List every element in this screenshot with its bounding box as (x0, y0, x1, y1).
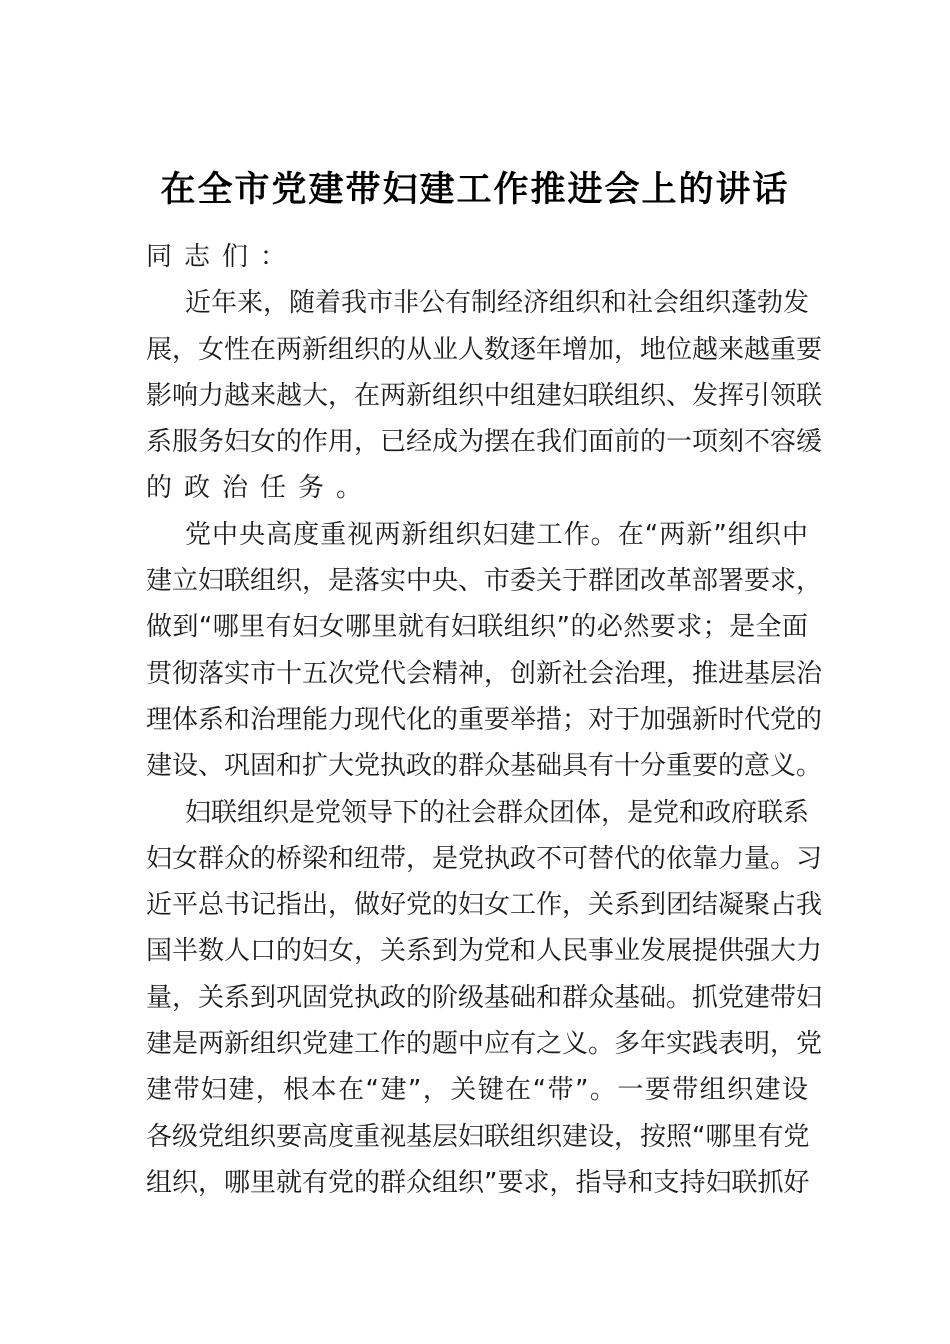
text-line: 国半数人口的妇女，关系到为党和人民事业发展提供强大力 (146, 936, 823, 967)
paragraph (146, 280, 823, 511)
paragraph (146, 512, 823, 790)
text-line: 建是两新组织党建工作的题中应有之义。多年实践表明，党 (146, 1029, 823, 1060)
text-line: 建设、巩固和扩大党执政的群众基础具有十分重要的意义。 (146, 751, 823, 782)
text-line: 建立妇联组织，是落实中央、市委关于群团改革部署要求， (146, 566, 823, 597)
text-line: 系服务妇女的作用，已经成为摆在我们面前的一项刻不容缓 (146, 427, 823, 458)
text-line: 党中央高度重视两新组织妇建工作。在“两新”组织中 (185, 519, 808, 550)
text-line: 量，关系到巩固党执政的阶级基础和群众基础。抓党建带妇 (146, 982, 823, 1013)
paragraph (146, 790, 823, 1207)
salutation: 同志们： (146, 242, 299, 272)
text-line: 妇联组织是党领导下的社会群众团体，是党和政府联系 (185, 797, 810, 828)
document-body (146, 234, 823, 1206)
text-line: 近平总书记指出，做好党的妇女工作，关系到团结凝聚占我 (146, 890, 823, 921)
text-line: 近年来，随着我市非公有制经济组织和社会组织蓬勃发 (185, 288, 810, 319)
text-line: 展，女性在两新组织的从业人数逐年增加，地位越来越重要 (146, 334, 823, 365)
text-line: 建带妇建，根本在“建”，关键在“带”。一要带组织建设 (146, 1075, 808, 1106)
document-title: 在全市党建带妇建工作推进会上的讲话 (160, 169, 790, 210)
text-line: 做到“哪里有妇女哪里就有妇联组织”的必然要求；是全面 (146, 612, 808, 643)
text-line: 的政治任务。 (146, 473, 375, 504)
text-line: 影响力越来越大，在两新组织中组建妇联组织、发挥引领联 (146, 380, 823, 411)
text-line: 理体系和治理能力现代化的重要举措；对于加强新时代党的 (146, 704, 823, 735)
text-line: 组织，哪里就有党的群众组织”要求，指导和支持妇联抓好 (146, 1167, 810, 1198)
text-line: 妇女群众的桥梁和纽带，是党执政不可替代的依靠力量。习 (146, 843, 823, 874)
text-line: 贯彻落实市十五次党代会精神，创新社会治理，推进基层治 (146, 658, 823, 689)
paragraphs (146, 280, 823, 1206)
text-line: 各级党组织要高度重视基层妇联组织建设，按照“哪里有党 (146, 1121, 810, 1152)
